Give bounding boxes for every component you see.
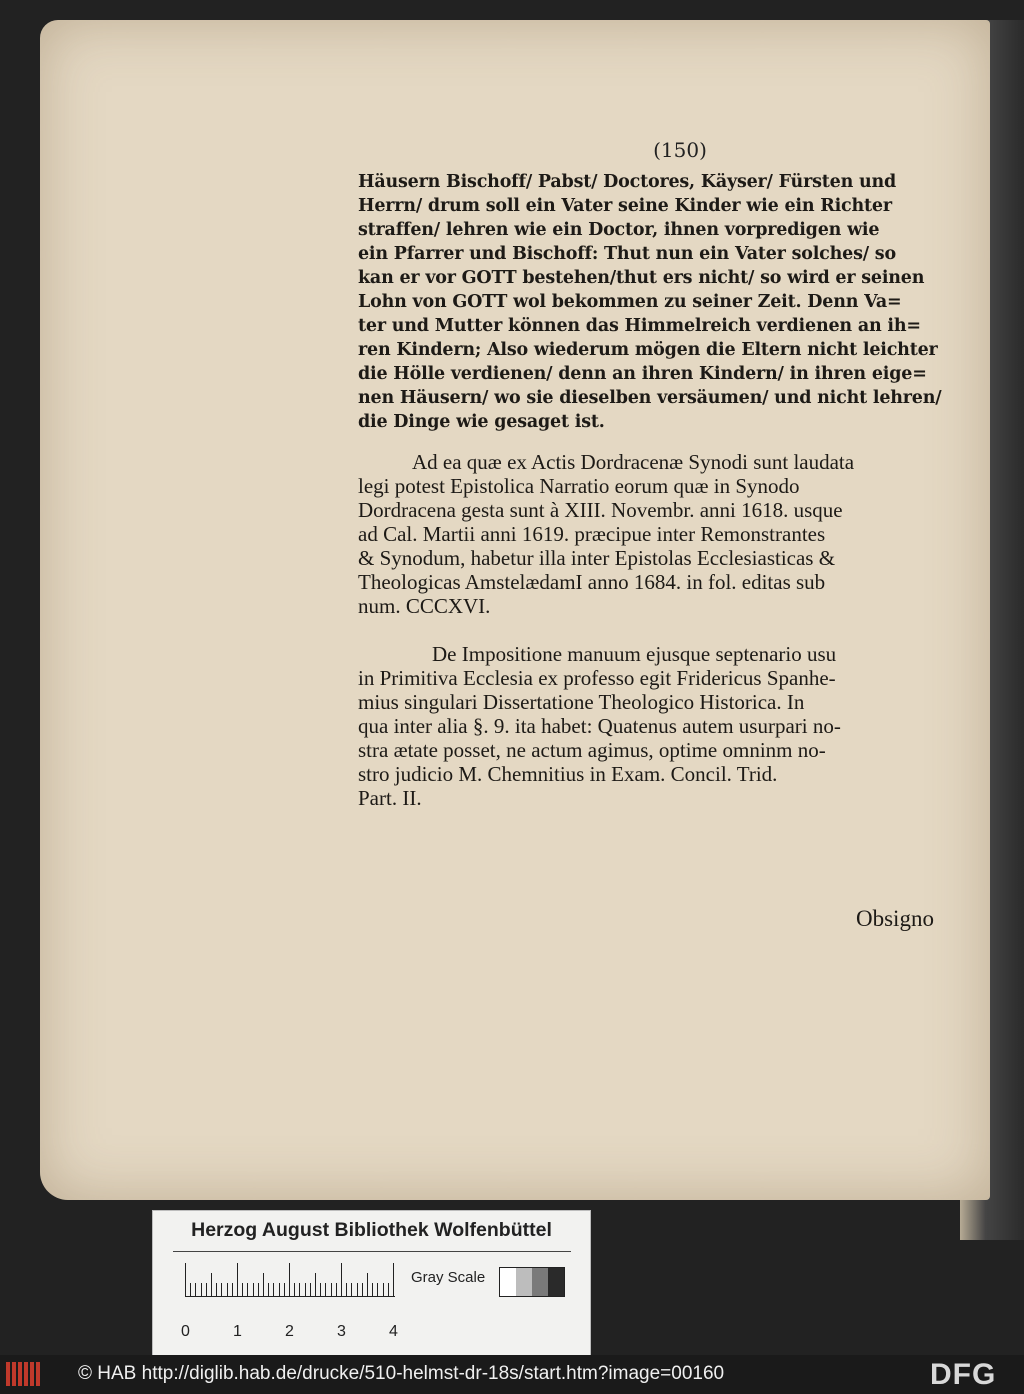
ruler-tick — [331, 1283, 332, 1297]
ruler-number: 1 — [233, 1323, 242, 1340]
page-number: (150) — [653, 138, 707, 162]
gray-swatch — [548, 1268, 564, 1296]
paragraph-line: mius singulari Dissertatione Theologico Historica. In — [358, 690, 805, 714]
ruler-tick — [284, 1283, 285, 1297]
paragraph-line: De Impositione manuum ejusque septenario usu — [432, 642, 837, 666]
fraktur-line: straffen/ lehren wie ein Doctor, ihnen vorpredigen wie — [358, 220, 880, 240]
paragraph-line: Theologicas AmstelædamI anno 1684. in fol. editas sub — [358, 570, 826, 594]
ruler-tick — [336, 1283, 337, 1297]
footer-url[interactable]: © HAB http://diglib.hab.de/drucke/510-helmst-dr-18s/start.htm?image=00160 — [78, 1363, 725, 1384]
ruler-tick — [253, 1283, 254, 1297]
ruler-tick — [237, 1263, 238, 1297]
card-divider — [173, 1251, 571, 1252]
paragraph-line: ad Cal. Martii anni 1619. præcipue inter Remonstrantes — [358, 522, 826, 546]
ruler-tick — [263, 1273, 264, 1297]
ruler-tick — [315, 1273, 316, 1297]
ruler-tick — [201, 1283, 202, 1297]
paragraph-line: stra ætate posset, ne actum agimus, optime omninm no- — [358, 738, 826, 762]
ruler-number: 3 — [337, 1323, 346, 1340]
ruler-tick — [372, 1283, 373, 1297]
gray-swatch — [500, 1268, 516, 1296]
ruler-number: 0 — [181, 1323, 190, 1340]
library-title: Herzog August Bibliothek Wolfenbüttel — [191, 1219, 552, 1241]
paragraph-line: num. CCCXVI. — [358, 594, 491, 618]
ruler-tick — [289, 1263, 290, 1297]
ruler-tick — [211, 1273, 212, 1297]
ruler-tick — [268, 1283, 269, 1297]
ruler-tick — [346, 1283, 347, 1297]
paragraph-line: Dordracena gesta sunt à XIII. Novembr. anni 1618. usque — [358, 498, 843, 522]
ruler-tick — [185, 1263, 186, 1297]
paragraph-line: legi potest Epistolica Narratio eorum quæ in Synodo — [358, 474, 800, 498]
ruler-number: 4 — [389, 1323, 398, 1340]
gray-scale-swatches — [499, 1267, 565, 1297]
ruler-tick — [310, 1283, 311, 1297]
fraktur-line: Häusern Bischoff/ Pabst/ Doctores, Käyser/ Fürsten und — [358, 172, 897, 192]
ruler-tick — [221, 1283, 222, 1297]
ruler-tick — [206, 1283, 207, 1297]
fraktur-line: die Dinge wie gesaget ist. — [358, 412, 605, 432]
gray-scale-label: Gray Scale — [411, 1269, 486, 1286]
ruler-tick — [362, 1283, 363, 1297]
paragraph-line: stro judicio M. Chemnitius in Exam. Concil. Trid. — [358, 762, 778, 786]
ruler-tick — [294, 1283, 295, 1297]
ruler-tick — [367, 1273, 368, 1297]
ruler-tick — [232, 1283, 233, 1297]
paragraph-line: in Primitiva Ecclesia ex professo egit Fridericus Spanhe- — [358, 666, 836, 690]
fraktur-line: ein Pfarrer und Bischoff: Thut nun ein Vater solches/ so — [358, 244, 896, 264]
hab-logo-icon — [6, 1362, 40, 1386]
ruler-tick — [383, 1283, 384, 1297]
ruler-tick — [393, 1263, 394, 1297]
ruler-tick — [190, 1283, 191, 1297]
paragraph-line: Ad ea quæ ex Actis Dordracenæ Synodi sunt laudata — [412, 450, 855, 474]
paragraph-line: & Synodum, habetur illa inter Epistolas Ecclesiasticas & — [358, 546, 836, 570]
ruler-tick — [227, 1283, 228, 1297]
ruler-tick — [377, 1283, 378, 1297]
ruler-tick — [247, 1283, 248, 1297]
gray-swatch — [532, 1268, 548, 1296]
fraktur-line: Lohn von GOTT wol bekommen zu seiner Zeit. Denn Va= — [358, 292, 902, 312]
fraktur-line: ren Kindern; Also wiederum mögen die Eltern nicht leichter — [358, 340, 938, 360]
paragraph-line: qua inter alia §. 9. ita habet: Quatenus autem usurpari no- — [358, 714, 841, 738]
ruler — [185, 1257, 395, 1297]
ruler-tick — [341, 1263, 342, 1297]
fraktur-line: die Hölle verdienen/ denn an ihren Kindern/ in ihren eige= — [358, 364, 927, 384]
gray-swatch — [516, 1268, 532, 1296]
ruler-tick — [242, 1283, 243, 1297]
fraktur-line: nen Häusern/ wo sie dieselben versäumen/ und nicht lehren/ — [358, 388, 942, 408]
ruler-tick — [320, 1283, 321, 1297]
fraktur-line: Herrn/ drum soll ein Vater seine Kinder wie ein Richter — [358, 196, 892, 216]
ruler-tick — [279, 1283, 280, 1297]
ruler-tick — [216, 1283, 217, 1297]
ruler-tick — [195, 1283, 196, 1297]
gray-scale-card — [152, 1210, 591, 1358]
ruler-tick — [258, 1283, 259, 1297]
fraktur-line: kan er vor GOTT bestehen/thut ers nicht/ so wird er seinen — [358, 268, 925, 288]
ruler-tick — [273, 1283, 274, 1297]
book-page — [40, 20, 990, 1200]
ruler-tick — [351, 1283, 352, 1297]
footer-bar — [0, 1355, 1024, 1394]
fraktur-line: ter und Mutter können das Himmelreich verdienen an ih= — [358, 316, 921, 336]
paragraph-line: Part. II. — [358, 786, 422, 810]
ruler-tick — [305, 1283, 306, 1297]
ruler-tick — [357, 1283, 358, 1297]
ruler-tick — [388, 1283, 389, 1297]
dfg-logo: DFG — [930, 1358, 997, 1391]
catch-word: Obsigno — [856, 906, 934, 931]
ruler-number: 2 — [285, 1323, 294, 1340]
ruler-tick — [325, 1283, 326, 1297]
ruler-tick — [299, 1283, 300, 1297]
